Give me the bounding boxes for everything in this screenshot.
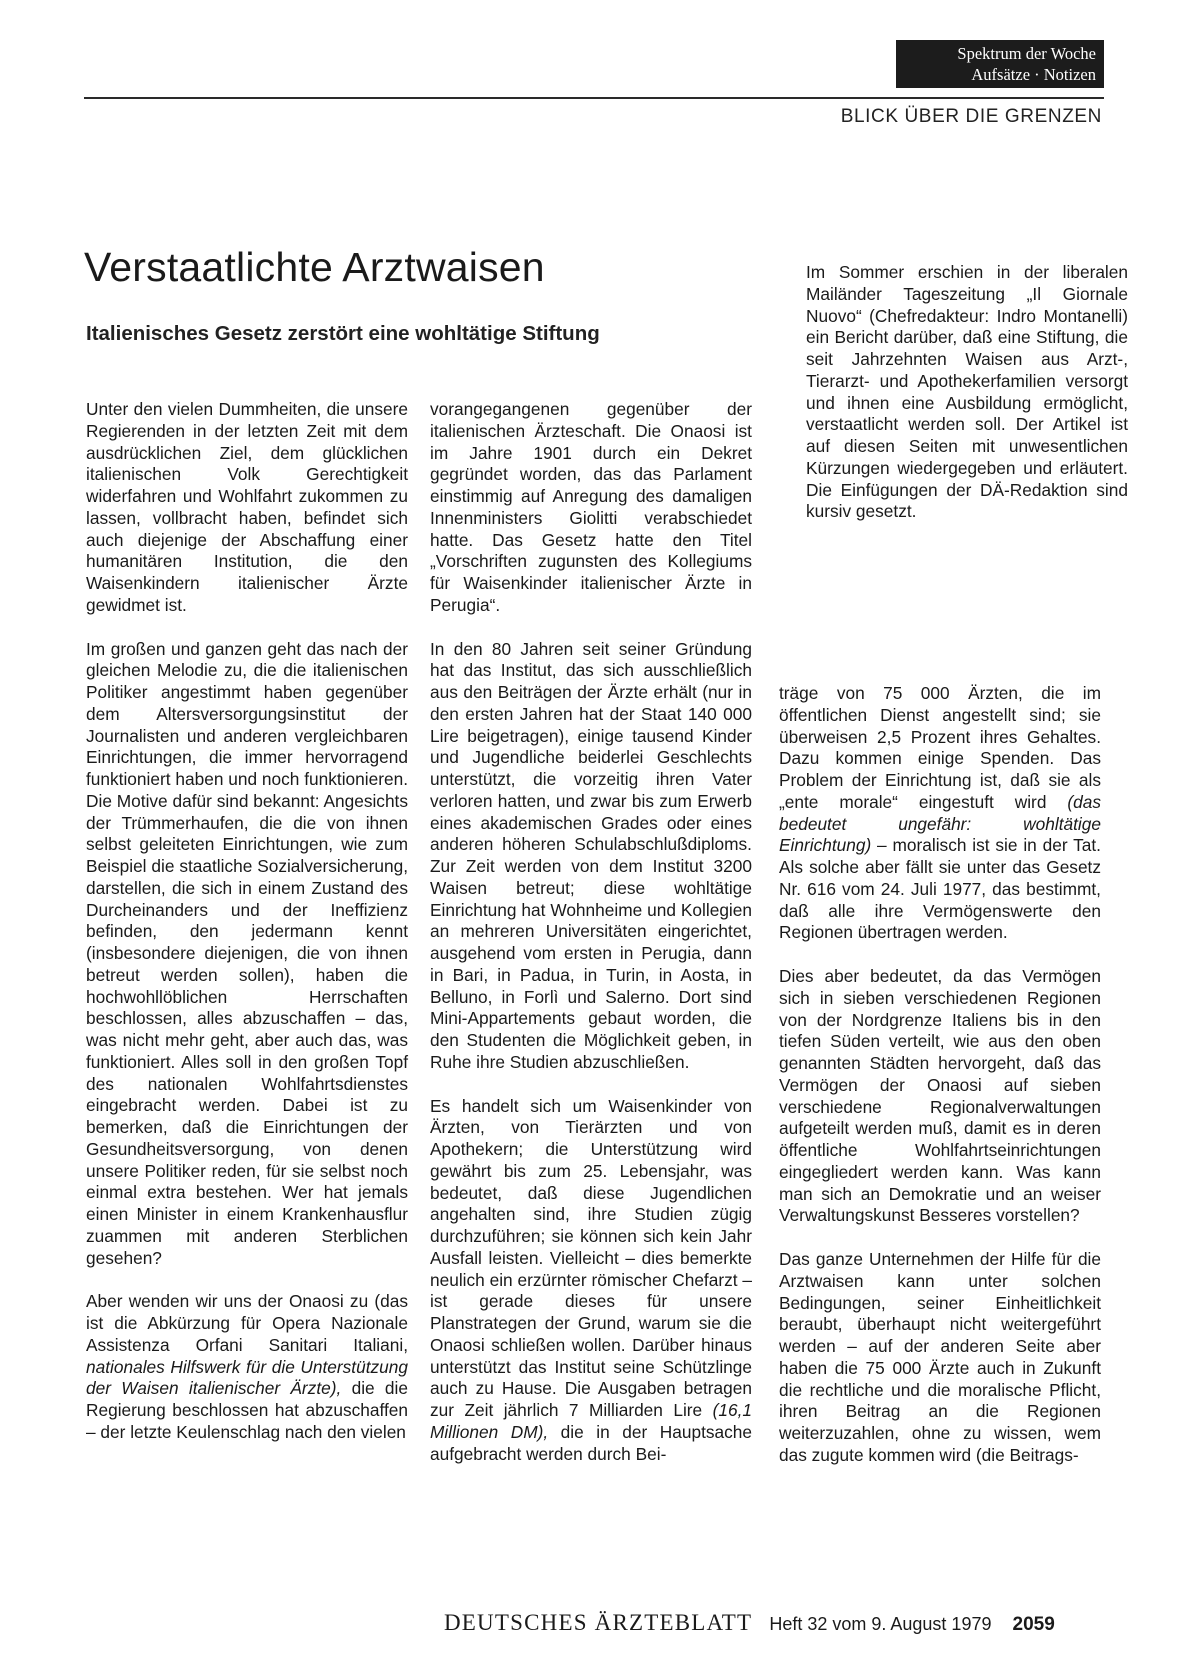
paragraph [430, 1096, 752, 1466]
text-run: die die Regierung beschlossen hat abzuschaffen – der letzte Keulenschlag nach den vielen [86, 1378, 408, 1442]
issue-info: Heft 32 vom 9. August 1979 [769, 1614, 992, 1634]
badge-line-2: Aufsätze · Notizen [971, 65, 1096, 84]
text-run: Aber wenden wir uns der Onaosi zu (das ist die Abkürzung für Opera Nazionale Assistenza Orfani Sanitari Italiani, [86, 1291, 408, 1355]
editorial-insertion: (das bedeutet ungefähr: wohltätige Einrichtung) [779, 791, 1101, 856]
paragraph [86, 1291, 408, 1443]
text-column-2 [430, 399, 752, 1465]
section-badge [896, 40, 1104, 88]
lead-paragraph [806, 262, 1128, 523]
editorial-insertion: (16,1 Millionen DM), [430, 1400, 752, 1442]
paragraph [779, 683, 1101, 944]
header-rule [84, 97, 1104, 99]
paragraph: In den 80 Jahren seit seiner Gründung hat das Institut, das sich ausschließlich aus den Beiträgen der Ärzte erhält (nur in den ersten Jahren hat der Staat 140 000 Lire beigetragen), einige tausend Kinder und Jugendliche beiderlei Geschlechts unterstützt, die vorzeitig ihren Vater verloren hatten, und zwar bis zum Erwerb eines akademischen Grades oder eines anderen höheren Schulabschlußdiploms. Zur Zeit werden von dem Institut 3200 Waisen betreut; diese wohltätige Einrichtung hat Wohnheime und Kollegien an mehreren Universitäten eingerichtet, ausgehend vom ersten in Perugia, dann in Bari, in Padua, in Turin, in Aosta, in Belluno, in Forlì und Salerno. Dort sind Mini-Appartements gebaut worden, die den Studenten die Möglichkeit geben, in Ruhe ihre Studien abzuschließen. [430, 638, 752, 1072]
text-column-3 [779, 683, 1101, 1467]
article-subtitle: Italienisches Gesetz zerstört eine wohltätige Stiftung [86, 322, 600, 345]
text-run: – moralisch ist sie in der Tat. Als solche aber fällt sie unter das Gesetz Nr. 616 vom 24. Juli 1977, das bestimmt, daß alle ihre Vermögenswerte den Regionen übertragen werden. [779, 835, 1101, 943]
page-footer [444, 1610, 1055, 1636]
text-run: Es handelt sich um Waisenkinder von Ärzten, von Tierärzten und von Apothekern; die Unterstützung wird gewährt bis zum 25. Lebensjahr, was bedeutet, daß diese Jugendlichen angehalten sind, ihre Studien zügig durchzuführen; sie können sich kein Jahr Ausfall leisten. Vielleicht – dies bemerkte neulich ein erzürnter römischer Chefarzt – ist gerade dieses für unsere Planstrategen der Grund, warum sie die Onaosi schließen wollen. Darüber hinaus unterstützt das Institut seine Schützlinge auch zu Hause. Die Ausgaben betragen zur Zeit jährlich 7 Milliarden Lire [430, 1095, 752, 1420]
editorial-insertion: nationales Hilfswerk für die Unterstützung der Waisen italienischer Ärzte), [86, 1356, 408, 1399]
paragraph: Im großen und ganzen geht das nach der gleichen Melodie zu, die die italienischen Politiker angestimmt haben gegenüber dem Altersversorgungsinstitut der Journalisten und anderen vergleichbaren Einrichtungen, die immer hervorragend funktioniert haben und noch funktionieren. Die Motive dafür sind bekannt: Angesichts der Trümmerhaufen, die die von ihnen selbst geleiteten Einrichtungen, wie zum Beispiel die staatliche Sozialversicherung, darstellen, die sich in einem Zustand des Durcheinanders und der Ineffizienz befinden, den jedermann kennt (insbesondere diejenigen, die von ihnen betreut werden sollen), haben die hochwohllöblichen Herrschaften beschlossen, alles abzuschaffen – das, was nicht mehr geht, aber auch das, was funktioniert. Alles soll in den großen Topf des nationalen Wohlfahrtsdienstes eingebracht werden. Dabei ist zu bemerken, daß die Einrichtungen der Gesundheitsversorgung, von denen unsere Politiker reden, für sie selbst noch einmal extra bestehen. Wer hat jemals einen Minister in einem Krankenhausflur zuammen mit anderen Sterblichen gesehen? [86, 638, 408, 1268]
paragraph: Im Sommer erschien in der liberalen Mailänder Tageszeitung „Il Giornale Nuovo“ (Chefredakteur: Indro Montanelli) ein Bericht darüber, daß eine Stiftung, die seit Jahrzehnten Waisen aus Arzt-, Tierarzt- und Apothekerfamilien versorgt und ihnen eine Ausbildung ermöglicht, verstaatlicht werden soll. Der Artikel ist auf diesen Seiten mit unwesentlichen Kürzungen wiedergegeben und erläutert. Die Einfügungen der DÄ-Redaktion sind kursiv gesetzt. [806, 262, 1128, 522]
text-run: die in der Hauptsache aufgebracht werden durch Bei- [430, 1421, 752, 1464]
text-run: träge von 75 000 Ärzten, die im öffentlichen Dienst angestellt sind; sie überweisen 2,5 Prozent ihres Gehaltes. Dazu kommen einige Spenden. Das Problem der Einrichtung ist, daß sie als „ente morale“ eingestuft wird [779, 683, 1101, 812]
page-number: 2059 [1012, 1614, 1055, 1635]
text-column-1 [86, 399, 408, 1444]
paragraph: Unter den vielen Dummheiten, die unsere Regierenden in der letzten Zeit mit dem ausdrücklichen Ziel, dem glücklichen italienischen Volk Gerechtigkeit widerfahren und Wohlfahrt zukommen zu lassen, vollbracht haben, befindet sich auch diejenige der Abschaffung einer humanitären Institution, die den Waisenkindern italienischer Ärzte gewidmet ist. [86, 399, 408, 615]
section-heading: BLICK ÜBER DIE GRENZEN [840, 106, 1102, 127]
article-title: Verstaatlichte Arztwaisen [84, 244, 545, 290]
paragraph: Dies aber bedeutet, da das Vermögen sich in sieben verschiedenen Regionen von der Nordgrenze Italiens bis in den tiefen Süden verteilt, wie aus den oben genannten Städten hervorgeht, daß das Vermögen der Onaosi auf sieben verschiedene Regionalverwaltungen aufgeteilt werden muß, damit es in deren öffentliche Wohlfahrtseinrichtungen eingegliedert werden kann. Was kann man sich an Demokratie und an weiser Verwaltungskunst Besseres vorstellen? [779, 966, 1101, 1226]
journal-name: DEUTSCHES ÄRZTEBLATT [444, 1610, 753, 1635]
paragraph: Das ganze Unternehmen der Hilfe für die Arztwaisen kann unter solchen Bedingungen, seiner Einheitlichkeit beraubt, überhaupt nicht weitergeführt werden – auf der anderen Seite aber haben die 75 000 Ärzte auch in Zukunft die rechtliche und die moralische Pflicht, ihren Beitrag an die Regionen weiterzuzahlen, ohne zu wissen, wem das zugute kommen wird (die Beitrags- [779, 1249, 1101, 1465]
paragraph: vorangegangenen gegenüber der italienischen Ärzteschaft. Die Onaosi ist im Jahre 1901 durch ein Dekret gegründet worden, das das Parlament einstimmig auf Anregung des damaligen Innenministers Giolitti verabschiedet hatte. Das Gesetz hatte den Titel „Vorschriften zugunsten des Kollegiums für Waisenkinder italienischer Ärzte in Perugia“. [430, 399, 752, 615]
badge-line-1: Spektrum der Woche [957, 44, 1096, 63]
